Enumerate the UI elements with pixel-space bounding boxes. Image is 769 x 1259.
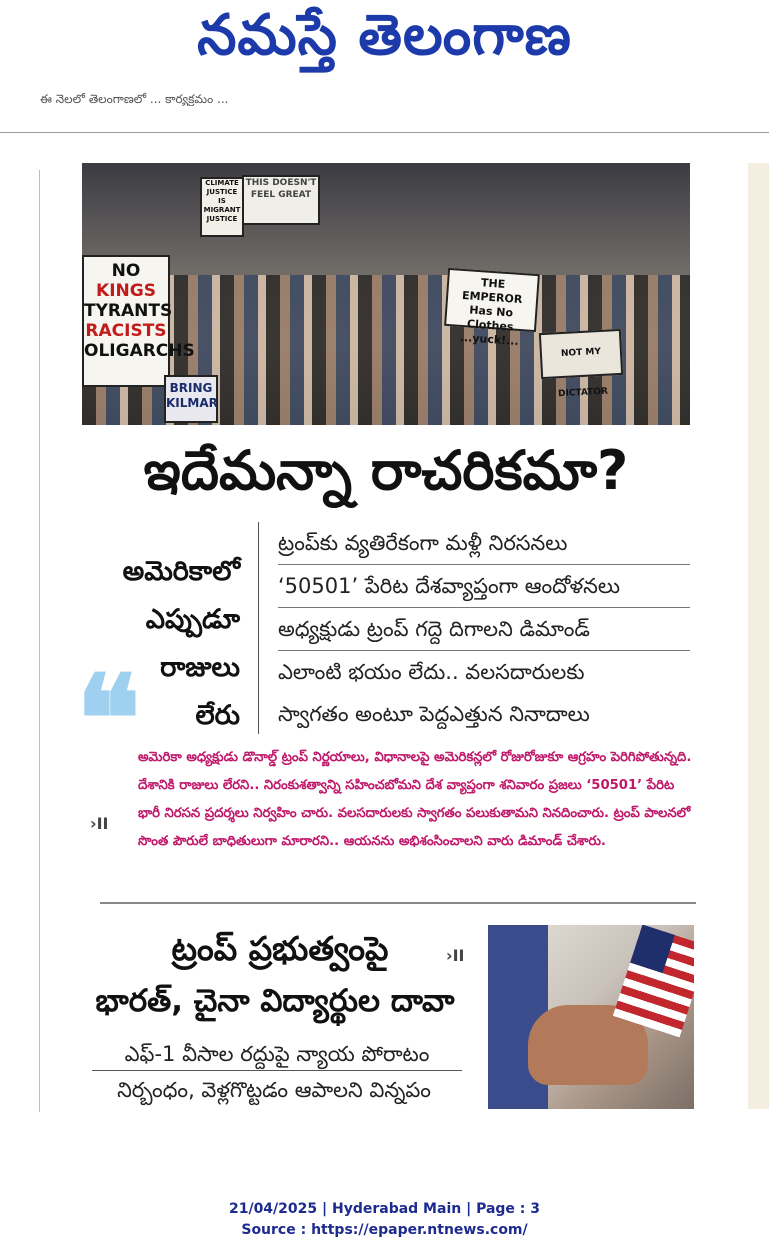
masthead-divider [0,132,769,133]
masthead-logo: నమస్తే తెలంగాణ [197,3,572,68]
section-divider [100,902,696,904]
story2-headline-line1: ట్రంప్ ప్రభుత్వంపై [171,929,389,968]
sign-text: Has No Clothes [466,303,514,334]
sign-dictator: NOT MY DICTATOR [539,329,623,379]
sign-text: JUSTICE [206,188,238,196]
sign-text: BRING [169,381,213,395]
subheads-divider [258,522,259,734]
sign-emperor [444,268,540,348]
sign-text: TYRANTS [84,301,173,321]
student-flag-photo [488,925,694,1109]
sign-bring [164,375,218,423]
headline: ఇదేమన్నా రాచరికమా? [143,439,629,502]
sign-text: RACISTS [85,321,167,341]
sign-text: NO [111,261,141,281]
subhead: స్వాగతం అంటూ పెద్దఎత్తున నినాదాలు [278,702,590,726]
subheads [278,522,690,735]
left-column-rule [39,170,40,1112]
masthead-strip: ఈ నెలలో తెలంగాణలో ... కార్యక్రమం ... [40,92,229,106]
footer-edition-info: 21/04/2025 | Hyderabad Main | Page : 3 [228,1201,541,1217]
sign-no-kings [82,255,195,387]
sign-feel [242,175,320,225]
lead-summary: అమెరికా అధ్యక్షుడు డొనాల్డ్ ట్రంప్ నిర్ణయాలు, విధానాలపై అమెరికన్లలో రోజురోజుకూ ఆగ్రహం పెరిగిపోతున్నది. దేశానికి రాజులు లేరని.. నిరంకుశత్వాన్ని సహించబోమని దేశ వ్యాప్తంగా శనివారం ప్రజలు ‘50501’ పేరిట భారీ నిరసన ప్రదర్శలు నిర్వహిం చారు. వలసదారులకు స్వాగతం పలుకుతామని నినదించారు. ట్రంప్ పాలనలో సొంత పౌరులే బాధితులుగా మారారని.. ఆయనను అభిశంసించాలని వారు డిమాండ్ చేశారు. [138,750,692,849]
sign-text: JUSTICE [206,215,238,223]
continued-marker-icon: ›II [90,814,109,833]
adjacent-column-edge [748,163,769,1109]
sign-text: THIS DOESN'T [245,178,317,188]
sign-text: FEEL GREAT [250,190,312,200]
pull-quote-line: ఎప్పుడూ [145,604,240,635]
footer-source: Source : https://epaper.ntnews.com/ [241,1222,528,1238]
masthead [0,0,769,72]
sign-text: ...yuck!... [459,330,520,348]
sign-text: KILMAR [166,396,218,410]
quote-mark-icon: ❝ [76,649,141,790]
sign-text: OLIGARCHS [84,341,195,361]
story2-headline-line2: భారత్, చైనా విద్యార్థుల దావా [95,983,455,1019]
pull-quote-line: అమెరికాలో [122,556,240,587]
story2-subhead: నిర్బంధం, వెళ్లగొట్టడం ఆపాలని విన్నపం [117,1078,431,1102]
story2-subhead: ఎఫ్-1 వీసాల రద్దుపై న్యాయ పోరాటం [92,1038,462,1071]
sign-text: KINGS [96,281,156,301]
subhead: ట్రంప్‌కు వ్యతిరేకంగా మళ్లీ నిరసనలు [278,522,690,565]
sign-text: MIGRANT [203,206,241,214]
pull-quote-line: రాజులు [160,652,240,683]
subhead: ‘50501’ పేరిట దేశవ్యాప్తంగా ఆందోళనలు [278,565,690,608]
sign-text: IS [218,197,226,205]
subhead: ఎలాంటి భయం లేదు.. వలసదారులకు [278,660,585,684]
continued-marker-icon: ›II [446,946,465,965]
sign-text: CLIMATE [205,179,239,187]
protest-photo [82,163,690,425]
pull-quote-line: లేరు [195,700,240,731]
subhead: అధ్యక్షుడు ట్రంప్ గద్దె దిగాలని డిమాండ్ [278,608,690,651]
sign-climate [200,177,244,237]
sign-text: THE EMPEROR [461,276,523,307]
